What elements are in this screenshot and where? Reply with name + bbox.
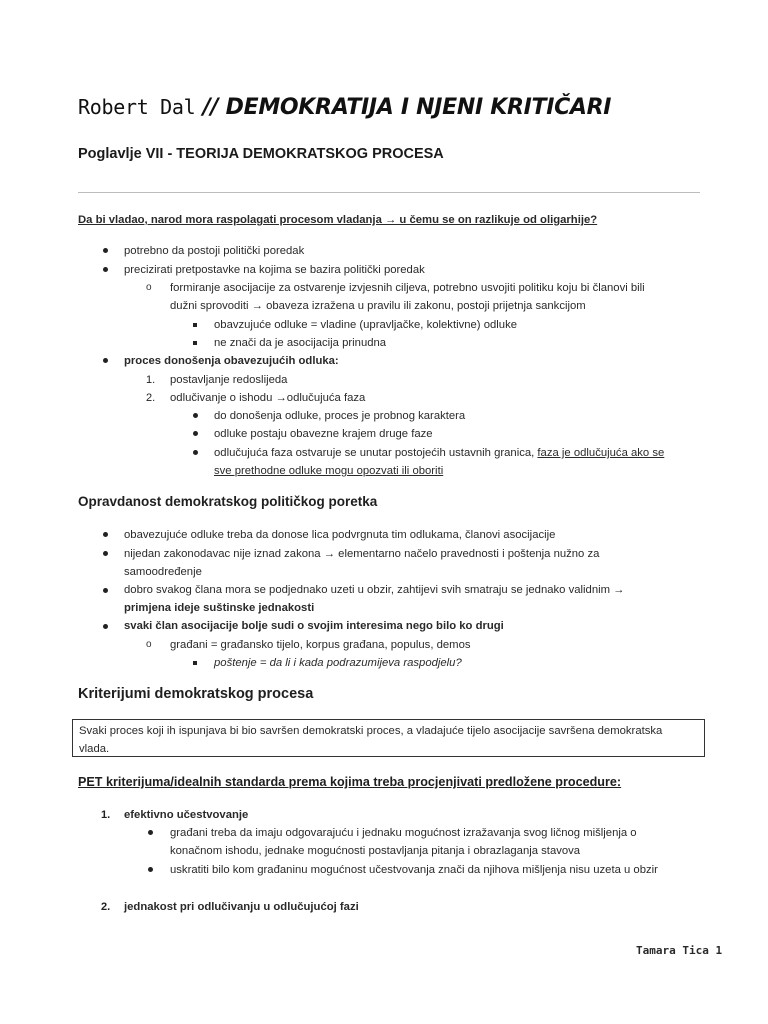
title-author: Robert Dal <box>78 95 196 119</box>
square-bullet-icon <box>193 661 197 665</box>
list-item: obavzujuće odluke = vladine (upravljačke, kolektivne) odluke <box>214 319 517 331</box>
footer-author: Tamara Tica <box>636 944 709 957</box>
list-item-text: odlučujuća faza ostvaruje se unutar postojećih ustavnih granica, <box>214 447 538 459</box>
bullet-icon <box>193 431 198 436</box>
bullet-icon <box>193 450 198 455</box>
list-item: svaki član asocijacije bolje sudi o svojim interesima nego bilo ko drugi <box>124 620 504 632</box>
section1-question: Da bi vladao, narod mora raspolagati procesom vladanja → u čemu se on razlikuje od oligarhije? <box>78 214 598 226</box>
bullet-icon <box>103 624 108 629</box>
list-item: odlučivanje o ishodu →odlučujuća faza <box>170 392 366 404</box>
criterion-item: jednakost pri odlučivanju u odlučujućoj fazi <box>124 901 359 913</box>
criteria-heading: PET kriterijuma/idealnih standarda prema kojima treba procjenjivati predložene procedure: <box>78 775 622 789</box>
list-item: uskratiti bilo kom građaninu mogućnost učestvovanja znači da njihova mišljenja nisu uzeta u obzir <box>170 864 658 876</box>
list-item: nijedan zakonodavac nije iznad zakona → elementarno načelo pravednosti i poštenja nužno za <box>124 548 600 560</box>
list-item: proces donošenja obavezujućih odluka: <box>124 355 339 367</box>
list-item: postavljanje redoslijeda <box>170 374 288 386</box>
page-number: 1 <box>715 944 723 957</box>
bullet-icon <box>103 551 108 556</box>
list-item: formiranje asocijacije za ostvarenje izvjesnih ciljeva, potrebno usvojiti politiku koju bi članovi bili <box>170 282 645 294</box>
bullet-icon <box>103 358 108 363</box>
bullet-icon <box>148 830 153 835</box>
list-item-continuation: konačnom ishodu, jednake mogućnosti postavljanja pitanja i obrazlaganja stavova <box>170 845 581 857</box>
list-item: građani treba da imaju odgovarajuću i jednaku mogućnost izražavanja svog ličnog mišljenja o <box>170 827 637 839</box>
definition-line: vlada. <box>79 743 110 755</box>
list-item-continuation: dužni sprovoditi → obaveza izražena u pravilu ili zakonu, postoji prijetnja sankcijom <box>170 300 586 312</box>
list-item: obavezujuće odluke treba da donose lica podvrgnuta tim odlukama, članovi asocijacije <box>124 529 556 541</box>
definition-box <box>72 719 705 757</box>
list-item: poštenje = da li i kada podrazumijeva raspodjelu? <box>214 657 462 669</box>
definition-line: Svaki proces koji ih ispunjava bi bio savršen demokratski proces, a vladajuće tijelo asocijacije savršena demokratska <box>79 725 663 737</box>
square-bullet-icon <box>193 341 197 345</box>
page-footer <box>636 944 722 957</box>
underlined-text: sve prethodne odluke mogu opozvati ili oboriti <box>214 465 444 477</box>
list-item: odluke postaju obavezne krajem druge faze <box>214 428 433 440</box>
section3-heading: Kriterijumi demokratskog procesa <box>78 686 314 702</box>
number-marker: 2. <box>146 392 156 404</box>
document-title <box>78 95 611 120</box>
list-item <box>214 444 664 462</box>
title-book: DEMOKRATIJA I NJENI KRITIČARI <box>225 95 612 120</box>
horizontal-divider <box>78 192 700 193</box>
number-marker: 1. <box>146 374 156 386</box>
list-item: ne znači da je asocijacija prinudna <box>214 337 387 349</box>
section2-heading: Opravdanost demokratskog političkog poretka <box>78 494 378 509</box>
number-marker: 1. <box>101 809 111 821</box>
bullet-icon <box>103 248 108 253</box>
title-separator: // <box>202 95 219 120</box>
list-item: do donošenja odluke, proces je probnog karaktera <box>214 410 466 422</box>
square-bullet-icon <box>193 323 197 327</box>
bullet-icon <box>103 588 108 593</box>
list-item-continuation: primjena ideje suštinske jednakosti <box>124 602 315 614</box>
bullet-icon <box>103 267 108 272</box>
list-item: potrebno da postoji politički poredak <box>124 245 305 257</box>
chapter-heading: Poglavlje VII - TEORIJA DEMOKRATSKOG PROCESA <box>78 146 444 162</box>
list-item: precizirati pretpostavke na kojima se bazira politički poredak <box>124 264 425 276</box>
circle-bullet-icon: o <box>146 282 152 293</box>
bullet-icon <box>193 413 198 418</box>
circle-bullet-icon: o <box>146 639 152 650</box>
bullet-icon <box>103 532 108 537</box>
list-item: građani = građansko tijelo, korpus građana, populus, demos <box>170 639 471 651</box>
underlined-text: faza je odlučujuća ako se <box>537 447 665 459</box>
list-item: dobro svakog člana mora se podjednako uzeti u obzir, zahtijevi svih smatraju se jednako validnim → <box>124 584 625 596</box>
criterion-item: efektivno učestvovanje <box>124 809 249 821</box>
number-marker: 2. <box>101 901 111 913</box>
bullet-icon <box>148 867 153 872</box>
list-item-continuation: samoodređenje <box>124 566 202 578</box>
